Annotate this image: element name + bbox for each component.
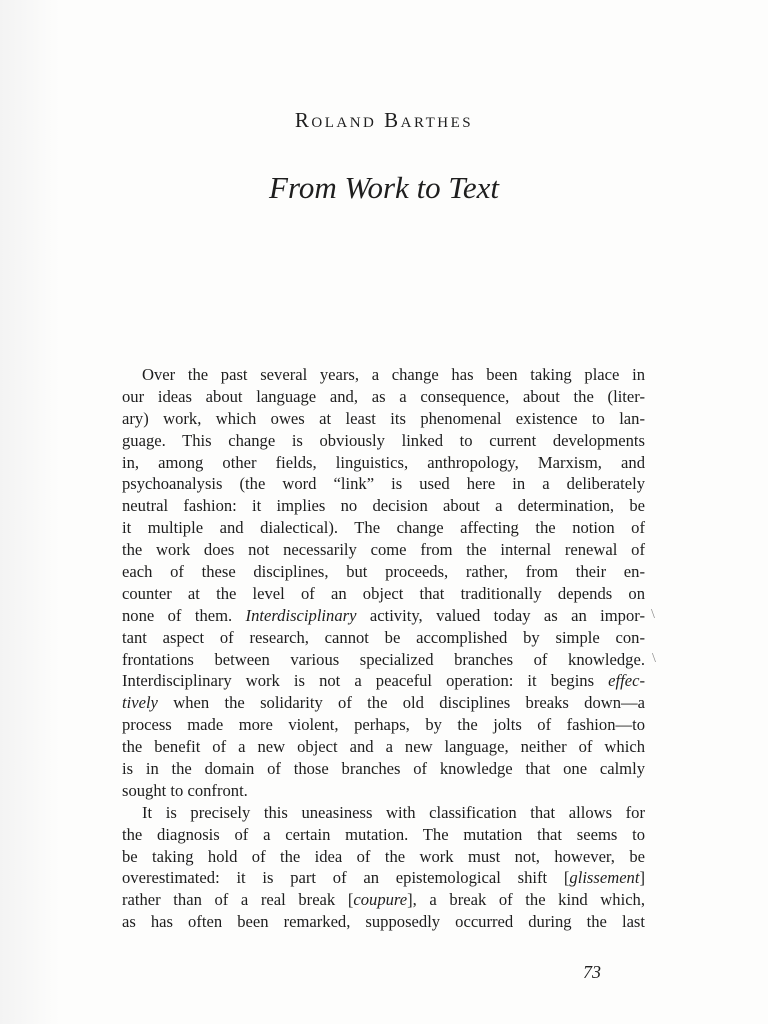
page-number: 73 <box>583 962 601 982</box>
text-line: rather than of a real break [coupure], a break of the kind which, <box>122 890 645 910</box>
text-line: each of these disciplines, but proceeds, rather, from their en- <box>122 562 645 582</box>
paragraph-1 <box>122 364 645 802</box>
text-line: the diagnosis of a certain mutation. The mutation that seems to <box>122 824 645 844</box>
text-line: counter at the level of an object that traditionally depends on <box>122 583 645 603</box>
text-line: sought to confront. <box>122 780 248 800</box>
text-line: Interdisciplinary work is not a peaceful operation: it begins effec- <box>122 671 645 691</box>
text-line: overestimated: it is part of an epistemological shift [glissement] <box>122 868 645 888</box>
text-line: be taking hold of the idea of the work must not, however, be <box>122 846 645 866</box>
text-line: it multiple and dialectical). The change affecting the notion of <box>122 518 645 538</box>
text-line: ary) work, which owes at least its phenomenal existence to lan- <box>122 408 645 428</box>
text-line: the benefit of a new object and a new language, neither of which <box>122 737 645 757</box>
text-line: guage. This change is obviously linked to current developments <box>122 430 645 450</box>
text-line: tant aspect of research, cannot be accomplished by simple con- <box>122 627 645 647</box>
text-line: process made more violent, perhaps, by the jolts of fashion—to <box>122 715 645 735</box>
margin-mark: \ <box>651 607 655 622</box>
body-text <box>122 364 645 933</box>
text-line: the work does not necessarily come from the internal renewal of <box>122 540 645 560</box>
essay-title: From Work to Text <box>269 170 499 205</box>
text-line: frontations between various specialized branches of knowledge. <box>122 649 645 669</box>
text-line: psychoanalysis (the word “link” is used here in a deliberately <box>122 474 645 494</box>
page-gutter-shadow <box>0 0 60 1024</box>
text-line: It is precisely this uneasiness with classification that allows for <box>142 802 645 822</box>
text-line: in, among other fields, linguistics, anthropology, Marxism, and <box>122 452 645 472</box>
margin-mark: \ <box>652 651 656 666</box>
text-line: tively when the solidarity of the old disciplines breaks down—a <box>122 693 645 713</box>
text-line: as has often been remarked, supposedly occurred during the last <box>122 912 645 932</box>
text-line: is in the domain of those branches of knowledge that one calmly <box>122 759 645 779</box>
text-line: neutral fashion: it implies no decision about a determination, be <box>122 496 645 516</box>
text-line: our ideas about language and, as a consequence, about the (liter- <box>122 386 645 406</box>
text-line: Over the past several years, a change has been taking place in <box>142 365 645 384</box>
paragraph-2 <box>122 802 645 933</box>
text-line: none of them. Interdisciplinary activity, valued today as an impor- <box>122 605 645 625</box>
author-name: Roland Barthes <box>294 108 474 132</box>
